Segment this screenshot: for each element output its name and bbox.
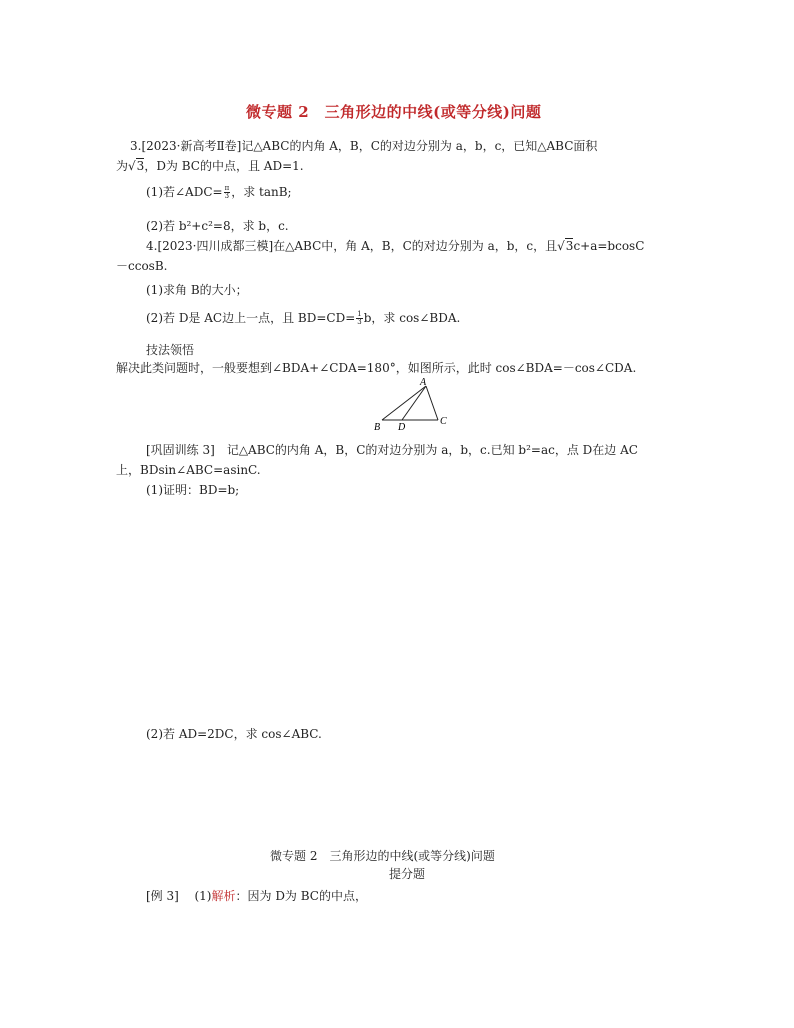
practice-line2: 上，BDsin∠ABC=asinC. [116, 463, 261, 477]
q3-part1 [146, 184, 292, 200]
page-title: 微专题 2 三角形边的中线(或等分线)问题 [246, 103, 542, 121]
figure-label-c: C [440, 416, 447, 427]
practice-part1: (1)证明：BD=b; [146, 483, 240, 497]
figure-label-a: A [420, 377, 427, 388]
practice-part2: (2)若 AD=2DC，求 cos∠ABC. [146, 727, 322, 741]
sqrt-symbol: √3 [557, 239, 574, 253]
example-keyword: 解析 [211, 889, 236, 903]
triangle-figure [370, 376, 454, 432]
q3-line2 [116, 158, 304, 174]
example-label: [例 3] [146, 889, 179, 903]
frac-den: 3 [357, 318, 362, 326]
figure-label-b: B [374, 422, 381, 432]
q3-part2: (2)若 b²+c²=8，求 b，c. [146, 219, 289, 233]
sqrt-symbol: √3 [128, 159, 145, 173]
answer-title: 微专题 2 三角形边的中线(或等分线)问题 [270, 849, 495, 863]
figure-label-d: D [398, 422, 406, 432]
frac-num: 1 [357, 310, 362, 318]
q4-part2-pre: (2)若 D是 AC边上一点，且 BD=CD= [146, 311, 356, 325]
q4-line1-post: c+a=bcosC [573, 239, 645, 253]
tips-text: 解决此类问题时，一般要想到∠BDA+∠CDA=180°，如图所示，此时 cos∠BDA=－cos∠CDA. [116, 361, 637, 375]
q4-part1: (1)求角 B的大小； [146, 283, 248, 297]
q4-sqrt-value: 3 [565, 239, 574, 253]
tips-heading: 技法领悟 [146, 343, 195, 357]
frac-num: π [224, 184, 230, 192]
example-part: (1) [194, 889, 212, 903]
q3-sqrt-value: 3 [136, 159, 145, 173]
fraction [356, 311, 362, 326]
fraction [224, 185, 231, 200]
q3-line1: 3.[2023·新高考Ⅱ卷]记△ABC的内角 A，B，C的对边分别为 a，b，c，已知△ABC面积 [130, 139, 598, 153]
practice-line1: [巩固训练 3] 记△ABC的内角 A，B，C的对边分别为 a，b，c.已知 b²=ac，点 D在边 AC [146, 443, 638, 457]
frac-den: 3 [224, 192, 230, 200]
answer-subtitle: 提分题 [389, 867, 426, 881]
example-text: ：因为 D为 BC的中点， [235, 889, 367, 903]
q3-part1-pre: (1)若∠ADC= [146, 185, 223, 199]
q4-part2 [146, 310, 460, 326]
q3-line2-pre: 为 [116, 159, 129, 173]
q3-line2-post: ，D为 BC的中点，且 AD=1. [144, 159, 304, 173]
q3-part1-post: ，求 tanB; [231, 185, 292, 199]
q4-line2: －ccosB. [116, 259, 168, 273]
q4-line1 [146, 238, 644, 254]
q4-part2-post: b，求 cos∠BDA. [363, 311, 461, 325]
q4-line1-pre: 4.[2023·四川成都三模]在△ABC中，角 A，B，C的对边分别为 a，b，c，且 [146, 239, 558, 253]
answer-example [146, 888, 367, 904]
